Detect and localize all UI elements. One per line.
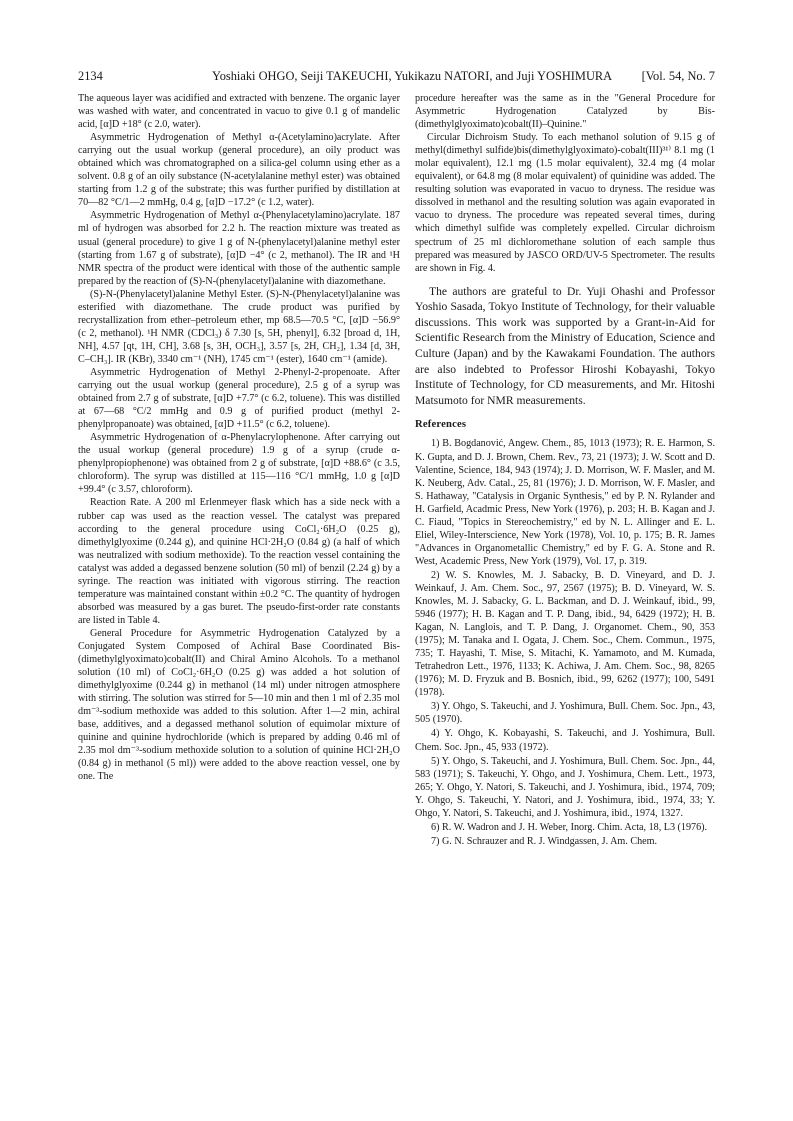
running-header — [78, 68, 715, 84]
volume-issue: [Vol. 54, No. 7 — [641, 69, 715, 83]
paragraph: General Procedure for Asymmetric Hydrogenation Catalyzed by a Conjugated System Composed of Achiral Base Coordinated Bis-(dimethylglyoximato)cobalt(II) and Chiral Amino Alcohols. To a methanol solution (10 ml) of CoCl₂·6H₂O (0.25 g) was added a hot solution of dimethylglyoxime (0.244 g) in methanol (14 ml) under nitrogen atmosphere with stirring. The solution was stirred for 5—10 min and then 1 ml of 2.35 mol dm⁻³-sodium methoxide was added to this solution. After 1—2 min, achiral base, additives, and a degassed methanol solution of equimolar mixture of quinine and quinine hydrochloride (which is prepared by adding 0.46 ml of 2.35 mol dm⁻³-sodium methoxide solution to a solution of quinine HCl·2H₂O (0.84 g) in methanol (5 ml)) were added to the above reaction vessel, one by one. The — [78, 627, 400, 783]
acknowledgement: The authors are grateful to Dr. Yuji Ohashi and Professor Yoshio Sasada, Tokyo Institute of Technology, for their valuable discussions. This work was supported by a Grant-in-Aid for Scientific Research from the Ministry of Education, Science and Culture (Japan) and by the Kawakami Foundation. The authors are also indebted to Professor Hiroshi Kobayashi, Tokyo Institute of Technology, for CD measurements, and Mr. Hitoshi Matsumoto for NMR measurements. — [415, 284, 715, 407]
page-number: 2134 — [78, 69, 103, 83]
reference-item: 2) W. S. Knowles, M. J. Sabacky, B. D. Vineyard, and D. J. Weinkauf, J. Am. Chem. Soc., 97, 2567 (1975); B. D. Vineyard, W. S. Knowles, M. J. Sabacky, G. L. Backman, and D. J. Weinkauf, ibid., 99, 5946 (1977); H. B. Kagan and T. P. Dang, ibid., 94, 6429 (1972); H. B. Kagan, N. Langlois, and T. P. Dang, J. Organomet. Chem., 90, 353 (1975); M. Tanaka and I. Ogata, J. Chem. Soc., Chem. Commun., 1975, 735; T. Hayashi, T. Mise, S. Mitachi, K. Yamamoto, and M. Kumada, Tetrahedron Lett., 1976, 1133; K. Achiwa, J. Am. Chem. Soc., 98, 8265 (1976); M. D. Fryzuk and B. Bosnich, ibid., 99, 6262 (1977); 100, 5491 (1978). — [415, 569, 715, 699]
reference-item: 1) B. Bogdanović, Angew. Chem., 85, 1013 (1973); R. E. Harmon, S. K. Gupta, and D. J. Brown, Chem. Rev., 73, 21 (1973); J. W. Scott and D. Valentine, Science, 184, 943 (1974); J. D. Morrison, W. F. Masler, and M. K. Neuberg, Adv. Catal., 25, 81 (1976); J. D. Morrison, W. F. Masler, and S. Hathaway, "Catalysis in Organic Synthesis," ed by P. N. Rylander and H. Garfield, Acadmic Press, New York (1976), p. 203; H. B. Kagan and J. C. Fiaud, "Topics in Stereochemistry," ed by N. L. Allinger and E. L. Eliel, Wiley-Interscience, New York (1978), Vol. 10, p. 175; B. R. James "Advances in Organometallic Chemistry," ed by F. G. A. Stone and R. West, Academic Press, New York (1979), Vol. 17, p. 319. — [415, 438, 715, 567]
left-column — [78, 92, 400, 783]
reference-item: 7) G. N. Schrauzer and R. J. Windgassen, J. Am. Chem. — [431, 835, 658, 847]
reference-item: 3) Y. Ohgo, S. Takeuchi, and J. Yoshimura, Bull. Chem. Soc. Jpn., 43, 505 (1970). — [415, 701, 715, 726]
paragraph: (S)-N-(Phenylacetyl)alanine Methyl Ester. (S)-N-(Phenylacetyl)alanine was esterified with diazomethane. The crude product was purified by recrystallization from ether–petroleum ether, mp 68.5—70.5 °C, [α]D −56.9° (c 2, methanol). ¹H NMR (CDCl₃) δ 7.30 [s, 5H, phenyl], 6.32 [broad d, 1H, NH], 4.57 [qt, 1H, CH], 3.68 [s, 3H, OCH₃], 3.57 [s, 2H, CH₂], 1.34 [d, 3H, C–CH₃]. IR (KBr), 3340 cm⁻¹ (NH), 1745 cm⁻¹ (ester), 1640 cm⁻¹ (amide). — [78, 288, 400, 365]
reference-item: 4) Y. Ohgo, K. Kobayashi, S. Takeuchi, and J. Yoshimura, Bull. Chem. Soc. Jpn., 45, 933 (1972). — [415, 728, 715, 753]
paragraph: Asymmetric Hydrogenation of α-Phenylacrylophenone. After carrying out the usual workup (general procedure) 1.9 g of a syrup (crude α-phenylpropiophenone) was obtained from 2 g of substrate, [α]D +88.6° (c 3.5, chloroform). The syrup was distilled at 115—116 °C/1 mmHg, 1.0 g [α]D +99.4° (c 3.57, chloroform). — [78, 432, 400, 496]
right-column — [415, 92, 715, 848]
paragraph: procedure hereafter was the same as in the "General Procedure for Asymmetric Hydrogenation Catalyzed by Bis-(dimethylglyoximato)cobalt(II)–Quinine." — [415, 93, 715, 131]
paragraph: Asymmetric Hydrogenation of Methyl α-(Acetylamino)acrylate. After carrying out the usual workup (general procedure), an oily product was obtained which was chromatographed on a silica-gel column using ether as a solvent. 0.8 g of an oily substance (N-acetylalanine methyl ester) was obtained starting from 1.2 g of the substrate; this was further purified by distillation at 70—82 °C/1—2 mmHg, 0.4 g, [α]D −17.2° (c 1.2, water). — [78, 132, 400, 209]
paragraph: Reaction Rate. A 200 ml Erlenmeyer flask which has a side neck with a rubber cap was used as the reaction vessel. The catalyst was prepared according to the general procedure using CoCl₂·6H₂O (0.25 g), dimethylglyoxime (0.244 g), and quinine HCl·2H₂O (0.84 g) (a half of which was neutralized with sodium methoxide). To the reaction vessel containing the catalyst was added a degassed benzene solution (50 ml) of benzil (2.24 g) by a syringe. The reaction was initiated with vigorous stirring. The reaction temperature was maintained constant within ±0.2 °C. The quantity of hydrogen absorbed was measured by a gas buret. The pseudo-first-order rate constants are listed in Table 4. — [78, 497, 400, 626]
running-header-authors: Yoshiaki OHGO, Seiji TAKEUCHI, Yukikazu NATORI, and Juji YOSHIMURA — [212, 69, 613, 83]
paragraph: Circular Dichroism Study. To each methanol solution of 9.15 g of methyl(dimethyl sulfide)bis(dimethylglyoximato)-cobalt(III)³¹⁾ 8.1 mg (1 molar equivalent), 12.1 mg (1.5 molar equivalent), 32.4 mg (4 molar equivalent), or 64.8 mg (8 molar equivalent) of quinidine was added. The resulting solution was evaporated in vacuo to dryness. The residue was dissolved in methanol and the resulting solution was again evaporated in vacuo to dryness. The procedure was repeated several times, during which dimethyl sulfide was completely expelled. Circular dichroism spectrum of 25 ml dichloromethane solution of each sample thus prepared was measured by JASCO ORD/UV-5 Spectrometer. The results are shown in Fig. 4. — [415, 132, 715, 274]
reference-item: 6) R. W. Wadron and J. H. Weber, Inorg. Chim. Acta, 18, L3 (1976). — [431, 821, 708, 833]
reference-item: 5) Y. Ohgo, S. Takeuchi, and J. Yoshimura, Bull. Chem. Soc. Jpn., 44, 583 (1971); S. Takeuchi, Y. Ohgo, and J. Yoshimura, Chem. Lett., 1973, 265; Y. Ohgo, Y. Natori, S. Takeuchi, and J. Yoshimura, ibid., 1974, 709; Y. Ohgo, S. Takeuchi, Y. Natori, and J. Yoshimura, ibid., 1974, 33; Y. Ohgo, Y. Natori, S. Takeuchi, and J. Yoshimura, ibid., 1974, 1327. — [415, 755, 715, 819]
paragraph: The aqueous layer was acidified and extracted with benzene. The organic layer was washed with water, and concentrated in vacuo to give 0.1 g of mandelic acid, [α]D +18° (c 2.0, water). — [78, 93, 400, 131]
paragraph: Asymmetric Hydrogenation of Methyl 2-Phenyl-2-propenoate. After carrying out the usual workup (general procedure), 2.5 g of a syrup was obtained from 2.7 g of substrate, [α]D +7.7° (c 6.2, toluene). This was distilled at 67—68 °C/2 mmHg and 0.9 g of purified product (methyl 2-phenylpropanoate) was obtained, [α]D +11.5° (c 6.2, toluene). — [78, 366, 400, 431]
references-heading: References — [415, 419, 467, 431]
paragraph: Asymmetric Hydrogenation of Methyl α-(Phenylacetylamino)acrylate. 187 ml of hydrogen was absorbed for 2.2 h. The reaction mixture was treated as usual (general procedure) to give 1 g of N-(phenylacetyl)alanine methyl ester (starting from 1.67 g of substrate), [α]D −4° (c 2, methanol). The IR and ¹H NMR spectra of the product were identical with those of the authentic sample prepared by the reaction of (S)-N-(phenylacetyl)alanine with diazomethane. — [78, 210, 400, 287]
